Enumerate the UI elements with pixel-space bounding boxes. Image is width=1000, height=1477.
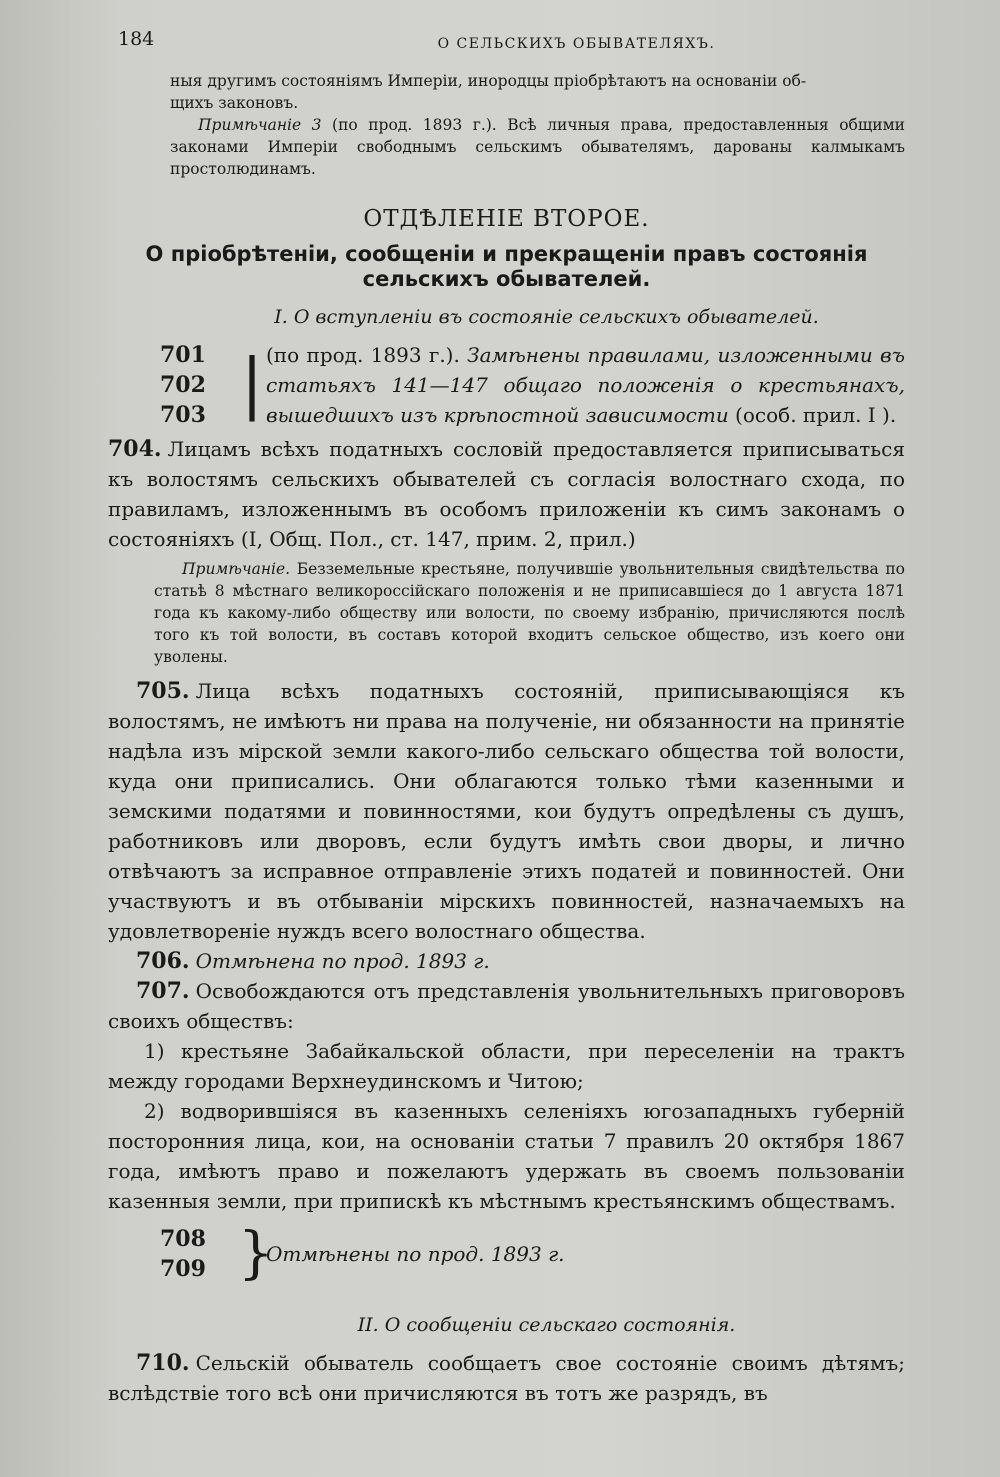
article-706 [108,946,905,976]
subsection-heading-1: I. О вступленіи въ состояніе сельскихъ обывателей. [274,306,819,328]
top-continuation [108,70,905,180]
article-text: Отмѣнены по прод. 1893 г. [266,1242,565,1266]
article-number: 708 [160,1226,206,1252]
brace-icon: | [240,345,264,422]
continuation-text: ныя другимъ состояніямъ Имперіи, инородцы пріобрѣтаютъ на основаніи об- щихъ законовъ. [170,72,807,112]
note-3-text: (по прод. 1893 г.). Всѣ личныя права, предоставленныя общими законами Имперіи свободнымъ сельскимъ обывателямъ, дарованы калмыкамъ простолюдинамъ. [170,116,905,178]
note-label: Примѣчаніе. [182,560,291,578]
article-text: Отмѣнена по прод. 1893 г. [195,949,490,973]
page-header [108,0,905,70]
article-number: 707. [136,978,190,1004]
note-text: Безземельные крестьяне, получившіе увольнительныя свидѣтельства по статьѣ 8 мѣстнаго великороссійскаго положенія и не приписавшіеся до 1 августа 1871 года къ какому-либо обществу или волости, по своему избранію, причисляются послѣ того къ той волости, въ составъ которой входитъ сельское общество, изъ коего они уволены. [154,560,905,666]
article-number: 702 [160,372,206,398]
article-710 [108,1348,905,1408]
articles-708-709 [108,1221,905,1286]
article-number: 704. [108,436,162,462]
article-text: Лица всѣхъ податныхъ состояній, приписывающіяся къ волостямъ, не имѣютъ ни права на полученіе, ни обязанности на принятіе надѣла изъ мірской земли какого-либо сельскаго общества той волости, куда они приписались. Они облагаются только тѣми казенными и земскими податями и повинностями, кои будутъ опредѣлены съ душъ, работниковъ или дворовъ, если будутъ имѣть свои дворы, и лично отвѣчаютъ за исправное отправленіе этихъ податей и повинностей. Они участвуютъ и въ отбываніи мірскихъ повинностей, назначаемыхъ на удовлетвореніе нуждъ всего волостнаго общества. [108,679,905,943]
article-number: 705. [136,678,190,704]
article-707-item-2: 2) водворившіяся въ казенныхъ селеніяхъ югозападныхъ губерній посторонния лица, кои, на основаніи статьи 7 правилъ 20 октября 1867 года, имѣютъ право и пожелаютъ удержать въ своемъ пользованіи казенныя земли, при припискѣ къ мѣстнымъ крестьянскимъ обществамъ. [108,1099,905,1213]
articles-701-703 [108,340,905,430]
article-704 [108,434,905,554]
page-number: 184 [118,28,155,50]
article-text: Сельскій обыватель сообщаетъ свое состояніе своимъ дѣтямъ; вслѣдствіе того всѣ они причисляются въ тотъ же разрядъ, въ [108,1351,905,1405]
subsection-heading-2: II. О сообщеніи сельскаго состоянія. [357,1314,736,1336]
brace-icon: } [238,1221,274,1286]
article-number: 709 [160,1256,206,1282]
section-subtitle: О пріобрѣтеніи, сообщеніи и прекращеніи правъ состоянія сельскихъ обывателей. [145,242,868,291]
section-title: ОТДѢЛЕНІЕ ВТОРОЕ. [363,206,650,232]
note-3-label: Примѣчаніе 3 [198,116,322,134]
article-number: 701 [160,342,206,368]
article-number: 703 [160,402,206,428]
article-text: (по прод. 1893 г.). Замѣнены правилами, изложенными въ статьяхъ 141—147 общаго положенія о крестьянахъ, вышедшихъ изъ крѣпостной зависимости (особ. прил. I ). [266,343,905,427]
article-number: 710. [136,1350,190,1376]
article-707 [108,976,905,1036]
article-numbers [108,1224,238,1284]
article-704-note [154,558,905,668]
article-number: 706. [136,948,190,974]
article-text: Лицамъ всѣхъ податныхъ сословій предоставляется приписываться къ волостямъ сельскихъ обывателей съ согласія волостнаго схода, по правиламъ, изложеннымъ въ особомъ приложеніи къ симъ законамъ о состояніяхъ (I, Общ. Пол., ст. 147, прим. 2, прил.) [108,437,905,551]
article-705 [108,676,905,946]
note-3 [170,114,905,180]
running-title: О СЕЛЬСКИХЪ ОБЫВАТЕЛЯХЪ. [437,36,716,52]
article-707-item-1: 1) крестьяне Забайкальской области, при переселеніи на трактъ между городами Верхнеудинскомъ и Читою; [108,1039,905,1093]
article-numbers [108,340,238,430]
article-text: Освобождаются отъ представленія увольнительныхъ приговоровъ своихъ обществъ: [108,979,905,1033]
